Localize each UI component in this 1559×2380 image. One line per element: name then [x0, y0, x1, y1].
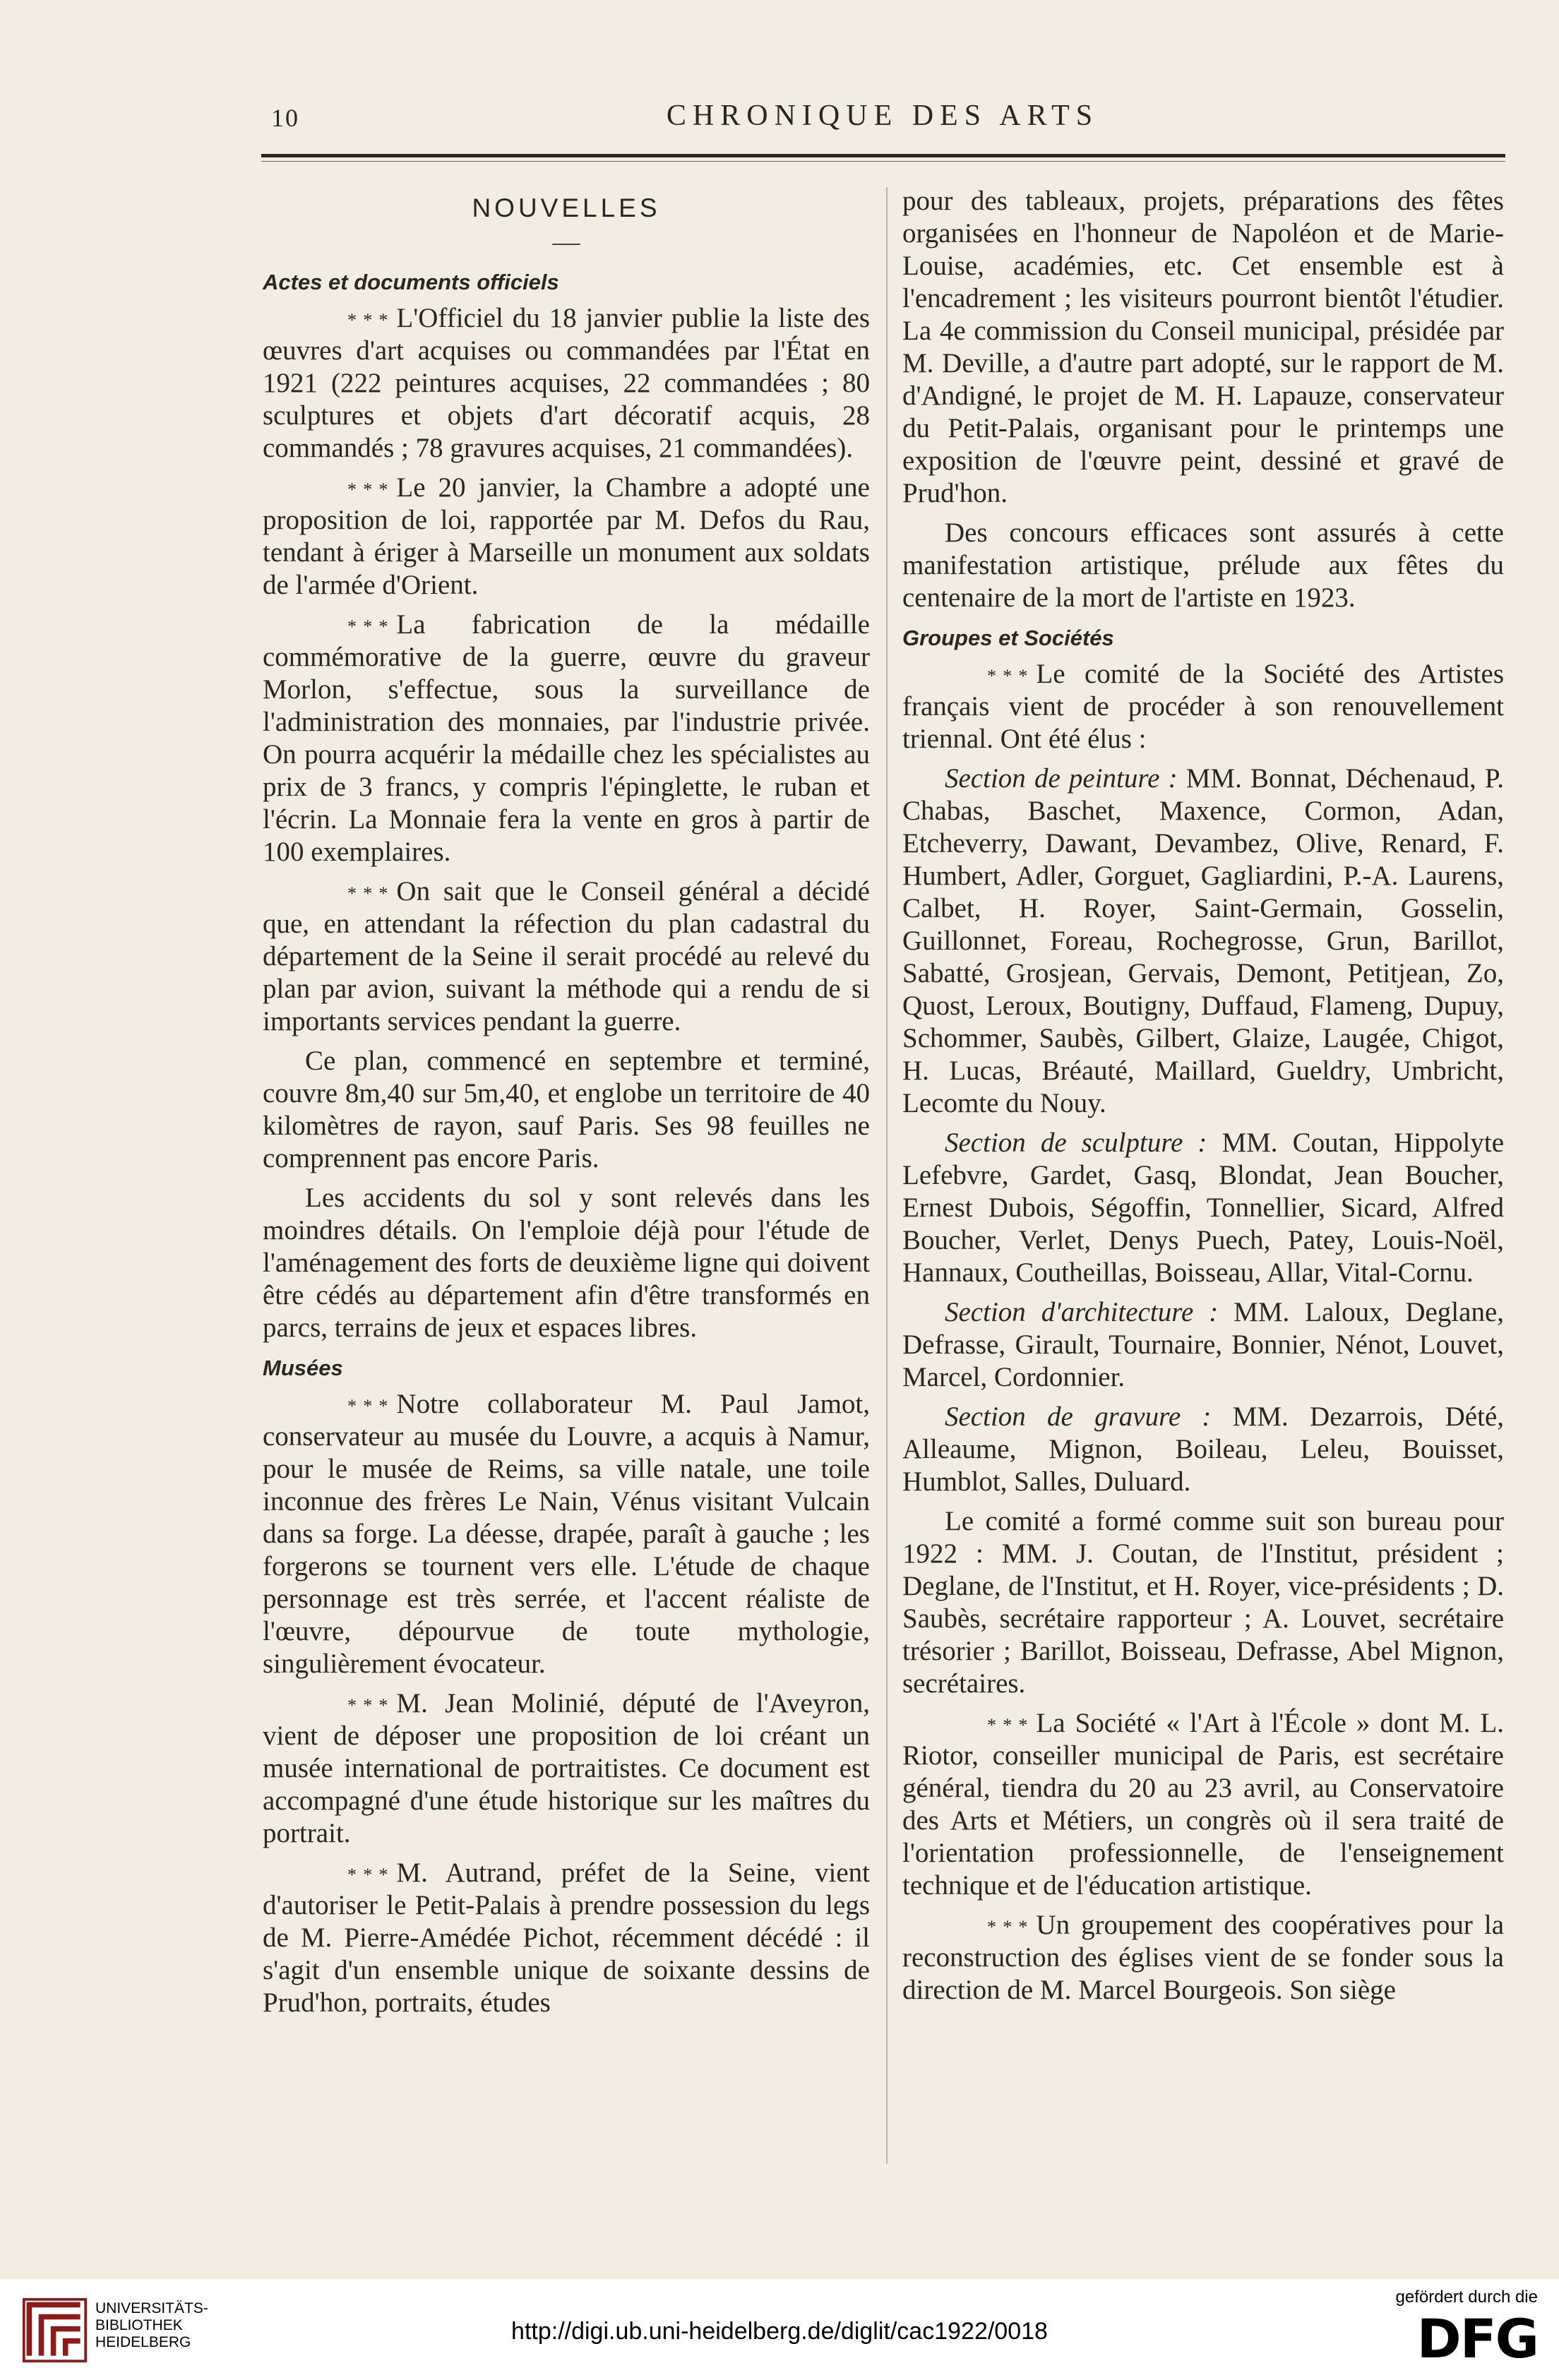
section-peinture: Section de peinture : MM. Bonnat, Déchenaud, P. Chabas, Baschet, Maxence, Cormon, Adan, Etcheverry, Dawant, Devambez, Olive, Renard, F. Humbert, Adler, Gorguet, Gagliardini, P.-A. Laurens, Calbet, H. Royer, Saint-Germain, Gosselin, Guillonnet, Foreau, Rochegrosse, Grun, Barillot, Sabatté, Grosjean, Gervais, Demont, Petitjean, Zo, Quost, Leroux, Boutigny, Duffaud, Flameng, Dupuy, Schommer, Saubès, Gilbert, Glaize, Laugée, Chigot, H. Lucas, Bréauté, Maillard, Gueldry, Umbricht, Lecomte du Nouy.	[902, 763, 1504, 1118]
section-gravure: Section de gravure : MM. Dezarrois, Dété, Alleaume, Mignon, Boileau, Leleu, Bouisset, Humblot, Salles, Duluard.	[902, 1401, 1504, 1497]
asterism-icon: * * *	[347, 1396, 390, 1417]
running-title: CHRONIQUE DES ARTS	[666, 100, 1099, 132]
asterism-icon: * * *	[347, 1865, 390, 1886]
asterism-icon: * * *	[347, 310, 390, 331]
footer-bar	[0, 2279, 1559, 2380]
paragraph: Les accidents du sol y sont relevés dans les moindres détails. On l'emploie déjà pour l'étude de l'aménagement des forts de deuxième ligne qui doivent être cédés au département afin d'être transformés en parcs, terrains de jeux et espaces libres.	[263, 1183, 870, 1343]
library-name: UNIVERSITÄTS- BIBLIOTHEK HEIDELBERG	[95, 2300, 208, 2350]
paragraph: * * * Le comité de la Société des Artistes français vient de procéder à son renouvellement triennal. Ont été élus :	[902, 659, 1504, 754]
left-column	[263, 185, 870, 2026]
column-divider	[886, 187, 888, 2164]
paragraph: * * * Un groupement des coopératives pour la reconstruction des églises vient de se fonder sous la direction de M. Marcel Bourgeois. Son siège	[902, 1910, 1504, 2005]
paragraph: pour des tableaux, projets, préparations des fêtes organisées en l'honneur de Napoléon et de Marie-Louise, académies, etc. Cet ensemble est à l'encadrement ; les visiteurs pourront bientôt l'étudier. La 4e commission du Conseil municipal, présidée par M. Deville, a d'autre part adopté, sur le rapport de M. d'Andigné, le projet de M. H. Lapauze, conservateur du Petit-Palais, organisant pour le printemps une exposition de l'œuvre peint, dessiné et gravé de Prud'hon.	[902, 186, 1504, 508]
paragraph: Ce plan, commencé en septembre et terminé, couvre 8m,40 sur 5m,40, et englobe un territoire de 40 kilomètres de rayon, sauf Paris. Ses 98 feuilles ne comprennent pas encore Paris.	[263, 1046, 870, 1173]
page-header	[261, 99, 1504, 141]
paragraph: Le comité a formé comme suit son bureau pour 1922 : MM. J. Coutan, de l'Institut, président ; Deglane, de l'Institut, et H. Royer, vice-présidents ; D. Saubès, secrétaire rapporteur ; A. Louvet, secrétaire trésorier ; Barillot, Boisseau, Defrasse, Abel Mignon, secrétaires.	[902, 1506, 1504, 1699]
paragraph: * * * Notre collaborateur M. Paul Jamot, conservateur au musée du Louvre, a acquis à Namur, pour le musée de Reims, sa ville natale, une toile inconnue des frères Le Nain, Vénus visitant Vulcain dans sa forge. La déesse, drapée, paraît à gauche ; les forgerons se tournent vers elle. L'étude de chaque personnage est très serrée, et l'accent réaliste de l'œuvre, dépourvue de toute mythologie, singulièrement évocateur.	[263, 1389, 870, 1679]
asterism-icon: * * *	[987, 1715, 1029, 1736]
asterism-icon: * * *	[347, 883, 390, 904]
source-url-link[interactable]: http://digi.ub.uni-heidelberg.de/diglit/cac1922/0018	[511, 2318, 1048, 2345]
asterism-icon: * * *	[347, 616, 390, 638]
right-column	[902, 185, 1504, 2014]
paragraph: Des concours efficaces sont assurés à cette manifestation artistique, prélude aux fêtes du centenaire de la mort de l'artiste en 1923.	[902, 518, 1504, 613]
section-dash: —	[552, 227, 580, 257]
section-title: NOUVELLES	[472, 193, 661, 222]
asterism-icon: * * *	[987, 666, 1029, 687]
dfg-logo: DFG	[1416, 2307, 1538, 2370]
asterism-icon: * * *	[347, 479, 390, 501]
paragraph: * * * M. Autrand, préfet de la Seine, vient d'autoriser le Petit-Palais à prendre possession du legs de M. Pierre-Amédée Pichot, récemment décédé : il s'agit d'un ensemble unique de soixante dessins de Prud'hon, portraits, études	[263, 1858, 870, 2018]
section-architecture: Section d'architecture : MM. Laloux, Deglane, Defrasse, Girault, Tournaire, Bonnier, Nénot, Louvet, Marcel, Cordonnier.	[902, 1297, 1505, 1392]
subheading-groupes: Groupes et Sociétés	[902, 626, 1114, 650]
funded-by-label: gefördert durch die	[1395, 2288, 1538, 2307]
header-rule-thin	[261, 161, 1505, 162]
section-sculpture: Section de sculpture : MM. Coutan, Hippolyte Lefebvre, Gardet, Gasq, Blondat, Jean Boucher, Ernest Dubois, Ségoffin, Tonnellier, Sicard, Alfred Boucher, Verlet, Denys Puech, Patey, Louis-Noël, Hannaux, Coutheillas, Boisseau, Allar, Vital-Cornu.	[902, 1128, 1504, 1288]
paragraph: * * * La Société « l'Art à l'École » dont M. L. Riotor, conseiller municipal de Paris, est secrétaire général, tiendra du 20 au 23 avril, au Conservatoire des Arts et Métiers, un congrès où il sera traité de l'orientation professionnelle, de l'enseignement technique et de l'éducation artistique.	[902, 1708, 1504, 1901]
paragraph: * * * Le 20 janvier, la Chambre a adopté une proposition de loi, rapportée par M. Defos du Rau, tendant à ériger à Marseille un monument aux soldats de l'armée d'Orient.	[263, 472, 870, 600]
paragraph: * * * On sait que le Conseil général a décidé que, en attendant la réfection du plan cadastral du département de la Seine il serait procédé au relevé du plan par avion, suivant la méthode qui a rendu de si importants services pendant la guerre.	[263, 876, 870, 1036]
subheading-musees: Musées	[263, 1356, 343, 1380]
asterism-icon: * * *	[347, 1695, 390, 1716]
asterism-icon: * * *	[987, 1917, 1029, 1938]
header-rule	[261, 154, 1505, 157]
paragraph: * * * L'Officiel du 18 janvier publie la liste des œuvres d'art acquises ou commandées par l'État en 1921 (222 peintures acquises, 22 commandées ; 80 sculptures et objets d'art décoratif acquis, 28 commandés ; 78 gravures acquises, 21 commandées).	[263, 303, 870, 463]
paragraph: * * * M. Jean Molinié, député de l'Aveyron, vient de déposer une proposition de loi créant un musée international de portraitistes. Ce document est accompagné d'une étude historique sur les maîtres du portrait.	[263, 1688, 870, 1848]
paragraph: * * * La fabrication de la médaille commémorative de la guerre, œuvre du graveur Morlon, s'effectue, sous la surveillance de l'administration des monnaies, par l'industrie privée. On pourra acquérir la médaille chez les spécialistes au prix de 3 francs, y compris l'épinglette, le ruban et l'écrin. La Monnaie fera la vente en gros à partir de 100 exemplaires.	[263, 609, 870, 867]
subheading-actes: Actes et documents officiels	[263, 270, 559, 294]
page-number: 10	[271, 104, 299, 132]
